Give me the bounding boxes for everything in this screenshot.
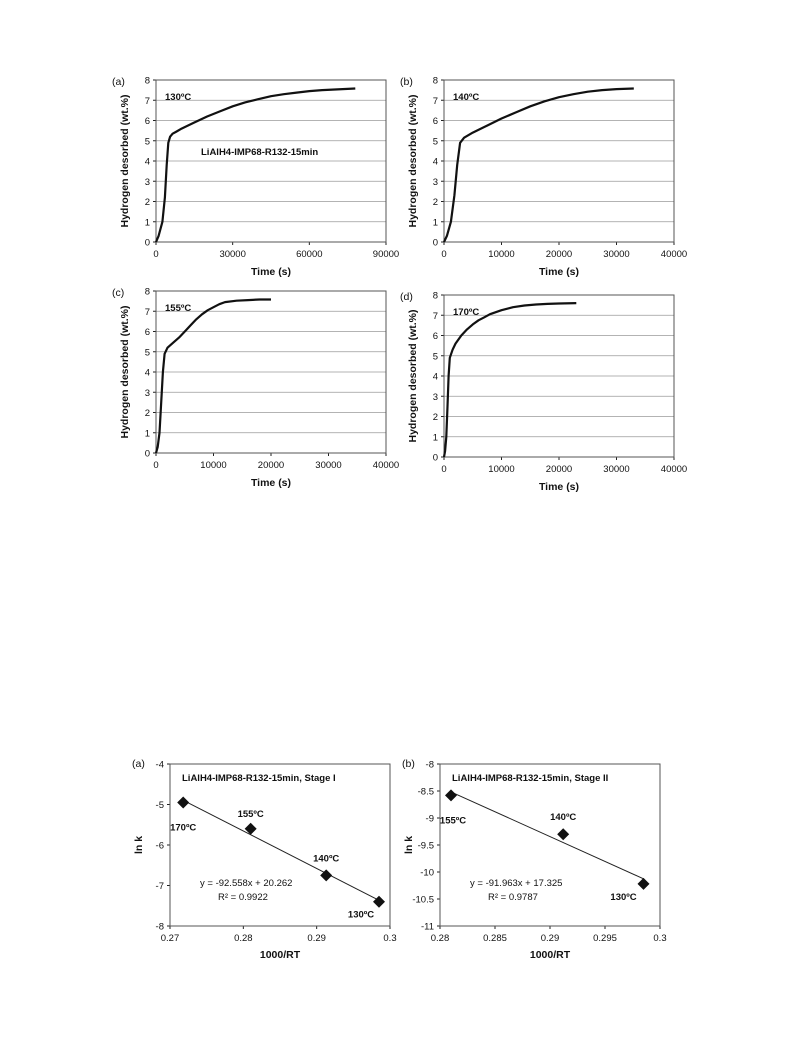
y-axis-label: Hydrogen desorbed (wt.%) <box>407 309 419 443</box>
y-tick-label: 2 <box>144 408 150 419</box>
x-tick-label: 20000 <box>545 464 573 475</box>
y-tick-label: 2 <box>432 412 438 423</box>
y-tick-label: -6 <box>155 840 164 852</box>
data-point-marker <box>557 828 569 840</box>
y-tick-label: 3 <box>144 176 150 188</box>
panel-label: (b) <box>400 76 413 88</box>
x-tick-label: 10000 <box>488 249 515 260</box>
x-tick-label: 20000 <box>257 460 285 471</box>
y-axis-label: Hydrogen desorbed (wt.%) <box>407 94 419 228</box>
panel-label: (b) <box>402 758 415 770</box>
temperature-label: 140ºC <box>453 92 480 103</box>
x-tick-label: 20000 <box>545 249 573 260</box>
point-temperature-label: 130ºC <box>610 891 637 903</box>
x-tick-label: 0.295 <box>593 933 617 944</box>
y-tick-label: 2 <box>144 197 150 208</box>
x-tick-label: 40000 <box>372 460 400 471</box>
y-axis-label: Hydrogen desorbed (wt.%) <box>119 94 131 228</box>
x-axis-label: Time (s) <box>538 481 580 493</box>
y-tick-label: 7 <box>144 306 150 318</box>
point-temperature-label: 170ºC <box>170 822 197 834</box>
y-tick-label: -7 <box>155 881 164 892</box>
x-tick-label: 30000 <box>219 249 246 260</box>
x-tick-label: 0.28 <box>430 933 450 944</box>
y-tick-label: 1 <box>144 217 150 229</box>
point-temperature-label: 155ºC <box>439 815 467 827</box>
x-tick-label: 10000 <box>488 464 515 475</box>
y-tick-label: 7 <box>144 95 150 107</box>
y-tick-label: 8 <box>432 75 438 87</box>
data-point-marker <box>373 896 385 908</box>
x-axis-label: Time (s) <box>250 477 292 489</box>
y-tick-label: -11 <box>420 921 434 933</box>
y-tick-label: -8 <box>425 759 434 771</box>
x-tick-label: 0 <box>441 464 447 475</box>
y-tick-label: 1 <box>432 217 438 229</box>
x-tick-label: 30000 <box>603 464 630 475</box>
x-tick-label: 40000 <box>660 464 688 475</box>
point-temperature-label: 130ºC <box>347 909 375 921</box>
x-tick-label: 0 <box>441 249 447 260</box>
y-tick-label: 5 <box>432 351 438 363</box>
x-tick-label: 0 <box>153 249 159 260</box>
x-tick-label: 0.3 <box>383 933 397 944</box>
x-axis-label: 1000/RT <box>259 949 301 961</box>
desorption-curve <box>156 89 355 243</box>
y-tick-label: 4 <box>432 156 438 168</box>
arrhenius-chart-stage-1 <box>130 752 410 977</box>
y-tick-label: 5 <box>144 136 150 148</box>
desorption-curve <box>444 303 576 457</box>
x-axis-label: 1000/RT <box>529 949 571 961</box>
y-tick-label: 4 <box>144 156 150 168</box>
r-squared-label: R² = 0.9787 <box>488 892 538 903</box>
y-tick-label: -9 <box>425 813 434 825</box>
y-tick-label: 1 <box>144 428 150 440</box>
x-tick-label: 0.29 <box>540 933 560 944</box>
y-tick-label: 7 <box>432 95 438 107</box>
desorption-curve <box>156 300 271 454</box>
y-tick-label: 6 <box>432 331 438 342</box>
y-tick-label: 8 <box>144 75 150 87</box>
x-tick-label: 30000 <box>315 460 342 471</box>
desorption-chart-d <box>398 287 688 502</box>
desorption-chart-c <box>110 283 400 498</box>
desorption-chart-a <box>110 72 400 287</box>
point-temperature-label: 155ºC <box>237 808 264 820</box>
y-tick-label: -4 <box>155 759 164 771</box>
y-axis-label: ln k <box>403 835 415 855</box>
x-tick-label: 90000 <box>372 249 400 260</box>
trendline-equation: y = -92.558x + 20.262 <box>200 878 293 889</box>
panel-label: (a) <box>112 76 125 88</box>
y-axis-label: ln k <box>133 835 145 855</box>
temperature-label: 130ºC <box>165 92 192 103</box>
x-tick-label: 0.27 <box>160 933 180 944</box>
x-tick-label: 0.28 <box>234 933 253 944</box>
temperature-label: 155ºC <box>165 303 192 314</box>
panel-label: (c) <box>112 287 125 299</box>
y-tick-label: 2 <box>432 197 438 208</box>
sample-label: LiAlH4-IMP68-R132-15min, Stage I <box>182 773 336 784</box>
r-squared-label: R² = 0.9922 <box>218 892 268 903</box>
x-axis-label: Time (s) <box>538 266 580 278</box>
y-tick-label: 0 <box>144 237 150 249</box>
y-tick-label: -8.5 <box>417 786 434 798</box>
desorption-curve <box>444 89 634 243</box>
y-tick-label: -10.5 <box>412 894 434 906</box>
x-tick-label: 0.285 <box>483 933 507 944</box>
y-tick-label: -10 <box>420 867 434 879</box>
temperature-label: 170ºC <box>453 307 480 318</box>
sample-label: LiAlH4-IMP68-R132-15min <box>201 147 319 158</box>
y-tick-label: 4 <box>432 371 438 383</box>
y-tick-label: 0 <box>432 452 438 464</box>
y-tick-label: 4 <box>144 367 150 379</box>
data-point-marker <box>177 796 189 808</box>
y-tick-label: 3 <box>432 176 438 188</box>
panel-label: (d) <box>400 291 413 303</box>
y-tick-label: -5 <box>155 800 164 811</box>
x-tick-label: 10000 <box>200 460 227 471</box>
x-tick-label: 0.29 <box>307 933 326 944</box>
trendline-equation: y = -91.963x + 17.325 <box>470 878 563 889</box>
x-tick-label: 40000 <box>660 249 688 260</box>
y-tick-label: 3 <box>144 387 150 399</box>
y-tick-label: 0 <box>432 237 438 249</box>
point-temperature-label: 140ºC <box>550 812 577 824</box>
x-tick-label: 30000 <box>603 249 630 260</box>
y-tick-label: 6 <box>144 116 150 127</box>
y-tick-label: 0 <box>144 448 150 460</box>
data-point-marker <box>638 878 650 890</box>
x-tick-label: 0.3 <box>653 933 667 944</box>
y-tick-label: 3 <box>432 391 438 403</box>
trendline <box>451 792 644 879</box>
sample-label: LiAlH4-IMP68-R132-15min, Stage II <box>452 773 609 784</box>
y-tick-label: 1 <box>432 432 438 444</box>
panel-label: (a) <box>132 758 145 770</box>
arrhenius-chart-stage-2 <box>400 752 680 977</box>
y-tick-label: 8 <box>144 286 150 298</box>
data-point-marker <box>445 789 457 801</box>
y-tick-label: -8 <box>155 921 164 933</box>
y-axis-label: Hydrogen desorbed (wt.%) <box>119 305 131 439</box>
y-tick-label: 6 <box>144 327 150 338</box>
x-tick-label: 60000 <box>296 249 323 260</box>
y-tick-label: 5 <box>144 347 150 359</box>
y-tick-label: 6 <box>432 116 438 127</box>
point-temperature-label: 140ºC <box>313 853 340 865</box>
y-tick-label: 5 <box>432 136 438 148</box>
x-tick-label: 0 <box>153 460 159 471</box>
y-tick-label: 8 <box>432 290 438 302</box>
y-tick-label: 7 <box>432 310 438 322</box>
y-tick-label: -9.5 <box>417 840 434 852</box>
desorption-chart-b <box>398 72 688 287</box>
plot-frame <box>170 764 390 926</box>
x-axis-label: Time (s) <box>250 266 292 278</box>
